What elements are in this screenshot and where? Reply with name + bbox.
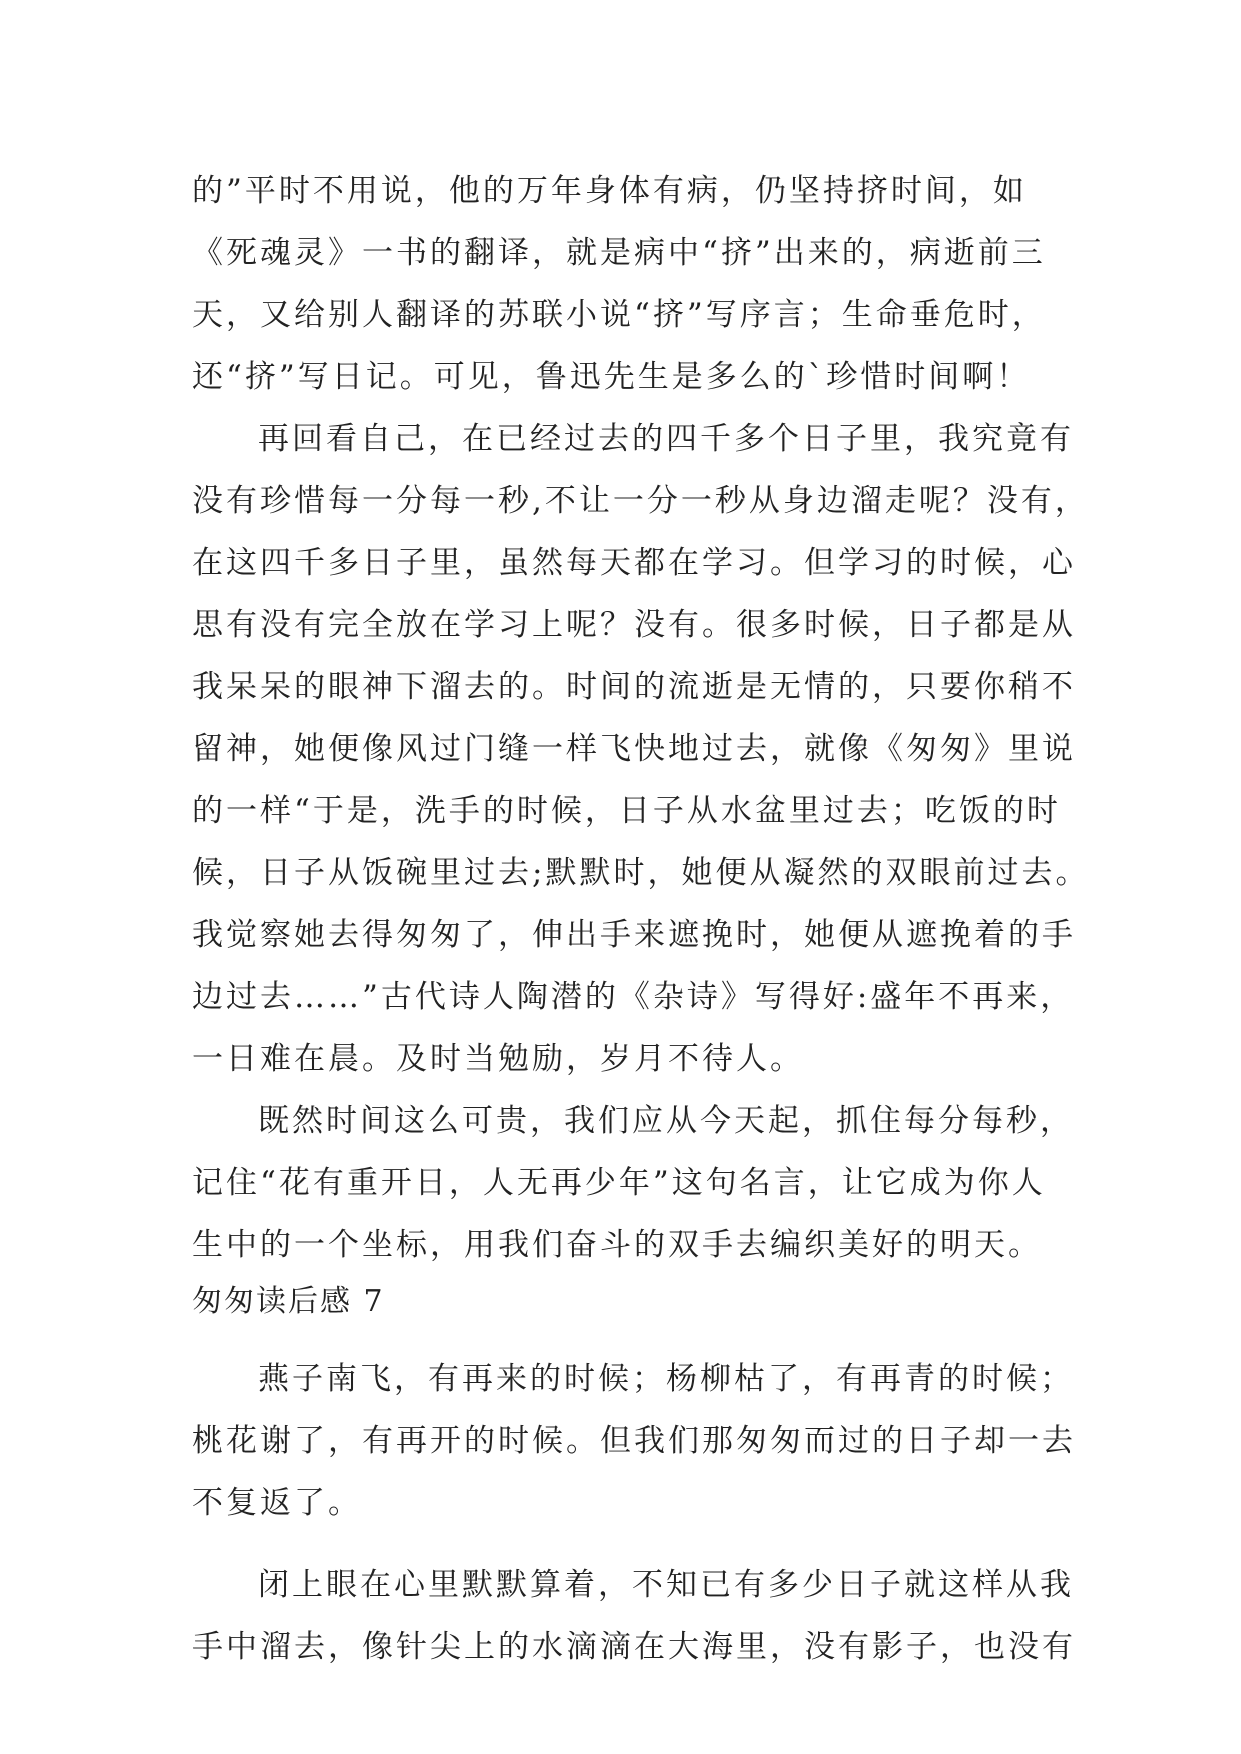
spacer (192, 1328, 1072, 1348)
document-page (192, 160, 1090, 1678)
spacer (192, 1534, 1072, 1554)
text-line: 的一样“于是，洗手的时候，日子从水盆里过去；吃饭的时 (192, 793, 1061, 829)
text-line: 不复返了。 (192, 1485, 362, 1521)
text-line: 再回看自己，在已经过去的四千多个日子里，我究竟有 (258, 421, 1074, 457)
text-line: 候，日子从饭碗里过去;默默时，她便从凝然的双眼前过去。 (192, 855, 1090, 891)
text-line: 一日难在晨。及时当勉励，岁月不待人。 (192, 1041, 804, 1077)
text-line: 燕子南飞，有再来的时候；杨柳枯了，有再青的时候； (258, 1361, 1074, 1397)
text-line: 手中溜去，像针尖上的水滴滴在大海里，没有影子，也没有 (192, 1629, 1076, 1665)
paragraph (192, 160, 1072, 408)
section-heading: 匆匆读后感 7 (192, 1284, 385, 1319)
text-line: 边过去……”古代诗人陶潜的《杂诗》写得好:盛年不再来， (192, 979, 1075, 1015)
text-line: 在这四千多日子里，虽然每天都在学习。但学习的时候，心 (192, 545, 1076, 581)
text-line: 我觉察她去得匆匆了，伸出手来遮挽时，她便从遮挽着的手 (192, 917, 1076, 953)
text-line: 我呆呆的眼神下溜去的。时间的流逝是无情的，只要你稍不 (192, 669, 1076, 705)
text-line: 没有珍惜每一分每一秒,不让一分一秒从身边溜走呢？没有， (192, 483, 1089, 519)
text-line: 留神，她便像风过门缝一样飞快地过去，就像《匆匆》里说 (192, 731, 1076, 767)
paragraph (192, 1090, 1072, 1276)
paragraph (192, 1348, 1076, 1534)
paragraph (192, 408, 1090, 1090)
text-line: 生中的一个坐标，用我们奋斗的双手去编织美好的明天。 (192, 1227, 1042, 1263)
text-line: 闭上眼在心里默默算着，不知已有多少日子就这样从我 (258, 1567, 1074, 1603)
text-line: 的”平时不用说，他的万年身体有病，仍坚持挤时间，如 (192, 173, 1027, 209)
text-line: 《死魂灵》一书的翻译，就是病中“挤”出来的，病逝前三 (192, 235, 1046, 271)
text-line: 还“挤”写日记。可见，鲁迅先生是多么的`珍惜时间啊！ (192, 359, 1031, 395)
text-line: 思有没有完全放在学习上呢？没有。很多时候，日子都是从 (192, 607, 1076, 643)
paragraph (192, 1554, 1076, 1678)
text-line: 天，又给别人翻译的苏联小说“挤”写序言；生命垂危时， (192, 297, 1046, 333)
text-line: 记住“花有重开日，人无再少年”这句名言，让它成为你人 (192, 1165, 1046, 1201)
text-line: 既然时间这么可贵，我们应从今天起，抓住每分每秒， (258, 1103, 1074, 1139)
text-line: 桃花谢了，有再开的时候。但我们那匆匆而过的日子却一去 (192, 1423, 1076, 1459)
